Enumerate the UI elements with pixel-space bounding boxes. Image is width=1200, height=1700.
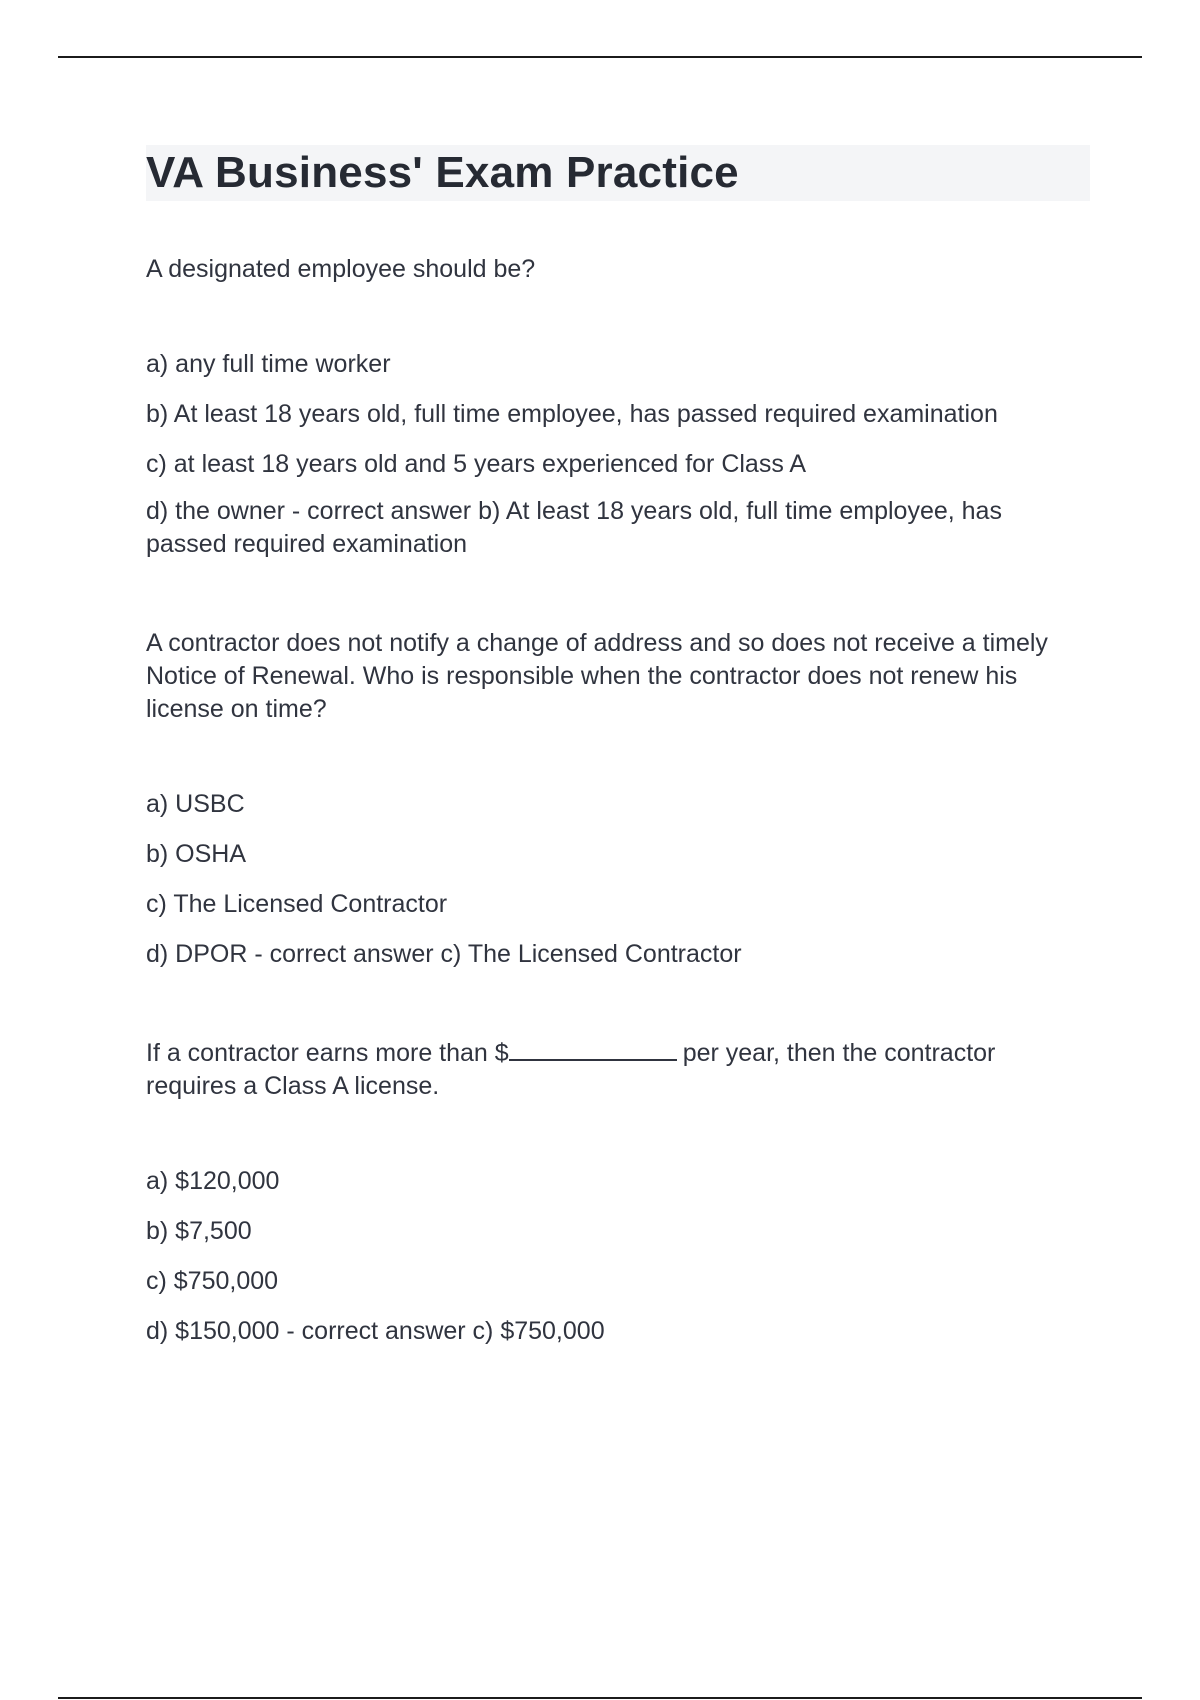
question-1-option-d: d) the owner - correct answer b) At least 18 years old, full time employee, has passed required examination (146, 497, 1002, 558)
question-1-prompt: A designated employee should be? (146, 255, 536, 283)
answer-blank-line (509, 1037, 677, 1061)
question-2-prompt: A contractor does not notify a change of address and so does not receive a timely Notice of Renewal. Who is responsible when the contractor does not renew his license on time? (146, 629, 1048, 723)
bottom-rule (58, 1697, 1142, 1699)
question-block-2 (146, 627, 1090, 971)
question-3-prompt (146, 1037, 1086, 1103)
page-title: VA Business' Exam Practice (146, 148, 739, 197)
question-3-option-b: b) $7,500 (146, 1217, 252, 1245)
question-3-option-a: a) $120,000 (146, 1167, 280, 1195)
question-3-option-c: c) $750,000 (146, 1267, 279, 1295)
question-2-option-b: b) OSHA (146, 840, 247, 868)
question-block-3 (146, 1037, 1090, 1348)
question-3-prompt-start: If a contractor earns more than $ (146, 1039, 509, 1067)
title-band (146, 145, 1090, 201)
question-3-option-d: d) $150,000 - correct answer c) $750,000 (146, 1317, 605, 1345)
question-2-option-d: d) DPOR - correct answer c) The Licensed Contractor (146, 940, 742, 968)
question-block-1 (146, 253, 1090, 561)
question-3-prompt-end: per year, then the contractor requires a Class A license. (146, 1039, 996, 1100)
question-2-option-a: a) USBC (146, 790, 245, 818)
question-1-option-b: b) At least 18 years old, full time employee, has passed required examination (146, 400, 998, 428)
question-1-option-c: c) at least 18 years old and 5 years experienced for Class A (146, 450, 807, 478)
document-body (146, 145, 1090, 1348)
question-2-option-c: c) The Licensed Contractor (146, 890, 448, 918)
top-rule (58, 56, 1142, 58)
question-1-option-a: a) any full time worker (146, 350, 391, 378)
